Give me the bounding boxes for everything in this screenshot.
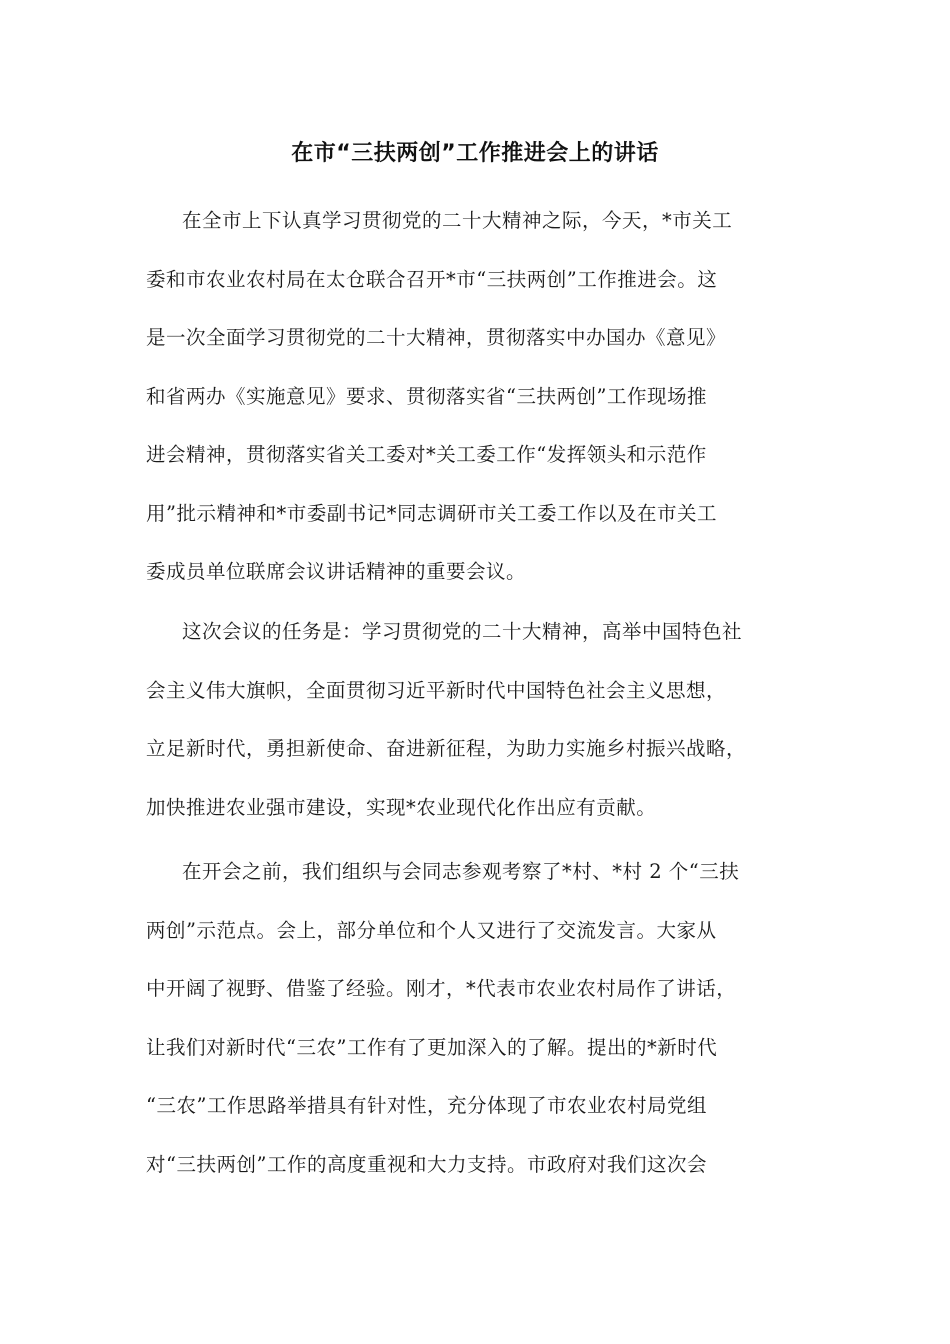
- paragraph-line: 委和市农业农村局在太仓联合召开*市“三扶两创”工作推进会。这: [146, 267, 718, 291]
- paragraph-line: 这次会议的任务是：学习贯彻党的二十大精神，高举中国特色社: [182, 620, 743, 643]
- paragraph-1: [146, 192, 822, 602]
- paragraph-line: 和省两办《实施意见》要求、贯彻落实省“三扶两创”工作现场推: [146, 384, 707, 408]
- paragraph-line: 在开会之前，我们组织与会同志参观考察了*村、*村 2 个“三扶: [182, 860, 740, 883]
- paragraph-line: 是一次全面学习贯彻党的二十大精神，贯彻落实中办国办《意见》: [146, 326, 727, 349]
- paragraph-line: 会主义伟大旗帜，全面贯彻习近平新时代中国特色社会主义思想，: [146, 678, 727, 702]
- paragraph-line: 进会精神，贯彻落实省关工委对*关工委工作“发挥领头和示范作: [146, 443, 707, 466]
- paragraph-line: 立足新时代，勇担新使命、奋进新征程，为助力实施乡村振兴战略，: [146, 737, 747, 760]
- paragraph-line: 在全市上下认真学习贯彻党的二十大精神之际，今天，*市关工: [182, 209, 733, 232]
- document-title: 在市“三扶两创”工作推进会上的讲话: [291, 141, 659, 166]
- paragraph-2: [146, 603, 822, 837]
- paragraph-line: 对“三扶两创”工作的高度重视和大力支持。市政府对我们这次会: [146, 1152, 707, 1176]
- paragraph-line: “三农”工作思路举措具有针对性，充分体现了市农业农村局党组: [146, 1094, 707, 1117]
- paragraph-3: [146, 843, 822, 1194]
- paragraph-line: 用”批示精神和*市委副书记*同志调研市关工委工作以及在市关工: [146, 501, 717, 525]
- paragraph-line: 委成员单位联席会议讲话精神的重要会议。: [146, 560, 527, 583]
- paragraph-line: 中开阔了视野、借鉴了经验。刚才，*代表市农业农村局作了讲话，: [146, 977, 737, 1000]
- paragraph-line: 加快推进农业强市建设，实现*农业现代化作出应有贡献。: [146, 795, 657, 819]
- paragraph-line: 让我们对新时代“三农”工作有了更加深入的了解。提出的*新时代: [146, 1035, 718, 1059]
- paragraph-line: 两创”示范点。会上，部分单位和个人又进行了交流发言。大家从: [146, 918, 717, 942]
